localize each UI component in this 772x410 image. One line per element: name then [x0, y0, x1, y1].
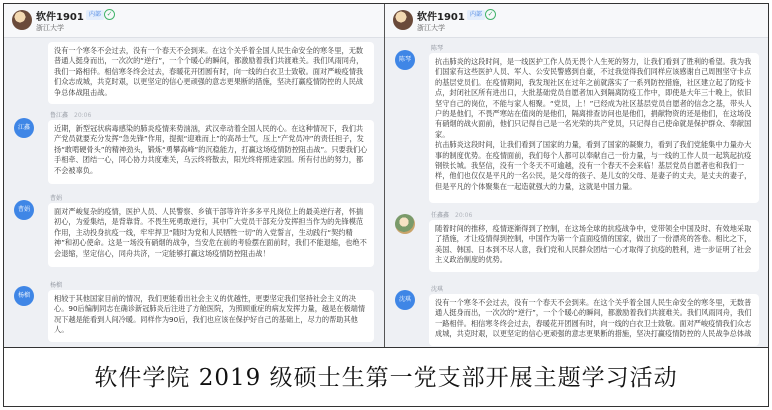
- sender-name: [50, 280, 62, 289]
- message-bubble: 没有一个寒冬不会过去，没有一个春天不会到来。在这个关乎着全国人民生命安全的寒冬里，无数普通人挺身而出，一次次的“逆行”，一个个暖心的瞬间，都激励着我们共渡难关。我们风雨同舟，我们一路相伴。相信寒冬终会过去，春暖花开团圆有时，向一线的白衣卫士致敬。面对严峻疫情我们众志成城，共克时艰，以更坚定的信心更顽强的意志更果断的措施，坚决打赢疫情防控的人民战争总体战: [429, 294, 759, 346]
- internal-badge: 内部: [86, 10, 104, 20]
- message-bubble: 面对严峻复杂的疫情，医护人员、人民警察、乡镇干部等许许多多平凡岗位上的最美逆行者，怀揣初心，为爱集结，是背靠背。不畏生死勇敢逆行，其中广大党员干部充分发挥担当作为的先锋模范作用，主动投身抗疫一线，牢牢捍卫“随时为党和人民牺牲一切”的入党誓言，生动践行“契约精神”和初心使命。这是一场没有硝烟的战争，当安危在前的考验摆在面前时，我们不能退缩，也绝不会退缩，坚定信心，同舟共济，一定能够打赢这场疫情防控阻击战！: [48, 203, 374, 267]
- sender-name: [50, 110, 91, 119]
- sender-label: 杨榴: [50, 282, 63, 289]
- sender-label: 曹娟: [50, 195, 63, 202]
- sender-name: [50, 193, 62, 202]
- sender-name: [431, 210, 472, 219]
- sender-name: [431, 43, 443, 52]
- message-bubble: 近期，新型冠状病毒感染的肺炎疫情来势汹汹，武汉牵动着全国人民的心。在这种情况下，我们共产党员就要充分发挥“急先锋”作用，提振“迎难而上”的高昂士气，压上“产党员冲”的责任担子，发扬“敢啃硬骨头”的精神劲头，锻炼“勇攀高峰”的沉稳能力，打赢这场疫情防控阻击战”。只要我们心手相牵、团结一心，同心协力共度难关，乌云终将散去，阳光终将照进家园。所有付出的努力，都不会被辜负。: [48, 120, 374, 184]
- chat-header: [4, 4, 384, 38]
- group-name: 软件1901: [417, 12, 465, 23]
- avatar[interactable]: 陈琴: [395, 50, 415, 70]
- message-bubble: 没有一个寒冬不会过去，没有一个春天不会到来。在这个关乎着全国人民生命安全的寒冬里，无数普通人挺身而出，一次次的“逆行”，一个个暖心的瞬间，都激励着我们共渡难关。我们风雨同舟，我们一路相伴。相信寒冬终会过去，春暖花开团圆有时，向一线的白衣卫士致敬。面对严峻疫情我们众志成城，共克时艰，以更坚定的信心更顽强的意志更果断的措施，坚决打赢疫情防控的人民战争总体战阻击战。: [48, 42, 374, 104]
- message-bubble: 抗击肺炎的这段时间，是一线医护工作人员无畏个人生死的努力，让我们看到了胜利的希望。我为我们国家有这些医护人员、军人、公安民警感到自豪，不过我觉得我们同样应该感谢自己周围坚守卡点的基层党员们。在疫情期间，我发现社区在过年之前就落实了一系列防控措施，社区建立起了防疫卡点，封闭社区所有进出口，大批基础党员自愿者加入到隔离防疫工作中，即使是大年三十晚上，依旧坚守自己的岗位，不能与家人相聚。“党员，上！”已经成为社区基层党员自愿者的信念之基，带头人户的是他们，不畏严寒站在值岗的是他们，隔离排查访问也是他们，捐献物资的还是他们，在这场没有硝烟的战火面前，他们只记得自己是一名光荣的共产党员，只记得自己使命就是保护群众、奉献国家。 抗击肺炎这段时间，让我们看到了国家的力量，看到了国家的凝聚力，看到了我们党能集中力量办大事的制度优势。在疫情面前，我们每个人都可以奉献自己一份力量，与一线的工作人员一起筑起抗疫钢铁长城。我坚信，没有一个冬天不可逾越，没有一个春天不会来临！基层党员自愿者也和我们一样，他们也仅仅是平凡的一名公民，是父母的孩子、是儿女的父母、是妻子的丈夫，是丈夫的妻子，但是平凡的个体聚集在一起造就强大的力量，这就是中国力量。: [429, 53, 759, 203]
- group-name: 软件1901: [36, 12, 84, 23]
- figure-frame: [3, 3, 769, 407]
- avatar[interactable]: 江鑫: [14, 118, 34, 138]
- avatar[interactable]: 曹娟: [14, 200, 34, 220]
- group-org: 浙江大学: [417, 24, 445, 32]
- internal-badge: 内部: [467, 10, 485, 20]
- avatar[interactable]: 沈琪: [395, 290, 415, 310]
- avatar[interactable]: [395, 214, 415, 234]
- verified-icon: ✓: [104, 9, 115, 20]
- left-chat-panel: [4, 4, 384, 347]
- message-time: 20:06: [455, 212, 473, 219]
- message-time: 20:06: [74, 112, 92, 119]
- sender-label: 沈琪: [431, 286, 444, 293]
- sender-label: 陈琴: [431, 45, 444, 52]
- group-avatar: [12, 10, 32, 30]
- group-avatar: [393, 10, 413, 30]
- right-chat-panel: [385, 4, 768, 347]
- figure-caption: 软件学院 2019 级硕士生第一党支部开展主题学习活动: [94, 365, 678, 391]
- sender-name: [431, 284, 443, 293]
- chat-header: [385, 4, 768, 38]
- group-org: 浙江大学: [36, 24, 64, 32]
- sender-label: 任鑫鑫: [431, 212, 450, 219]
- message-bubble: 相较于其他国家目前的情况，我们更能看出社会主义的优越性，更要坚定我们坚持社会主义的决心。90后编制同志在确诊新冠肺炎后注进了方舱医院，为照顾重症的病友发挥力量，越是在极端情况下越是能看到人间冷暖。同样作为90后，我们也应该在保护好自己的基础上，尽力的帮助其他人。: [48, 290, 374, 342]
- verified-icon: ✓: [485, 9, 496, 20]
- avatar[interactable]: 杨榴: [14, 286, 34, 306]
- caption-divider: [4, 347, 768, 348]
- message-bubble: 随着时间的推移，疫情逐渐得到了控制，在这场全球的抗疫战争中，党带领全中国及时、有效地采取了措施，才让疫情得到控制，中国作为第一个直面疫情的国家，做出了一份漂亮的答卷。相比之下，美国、韩国、日本到不尽人意，我们党和人民群众团结一心才取得了抗疫的胜利，进一步证明了社会主义政治制度的优势。: [429, 220, 759, 272]
- sender-label: 鲁江鑫: [50, 112, 69, 119]
